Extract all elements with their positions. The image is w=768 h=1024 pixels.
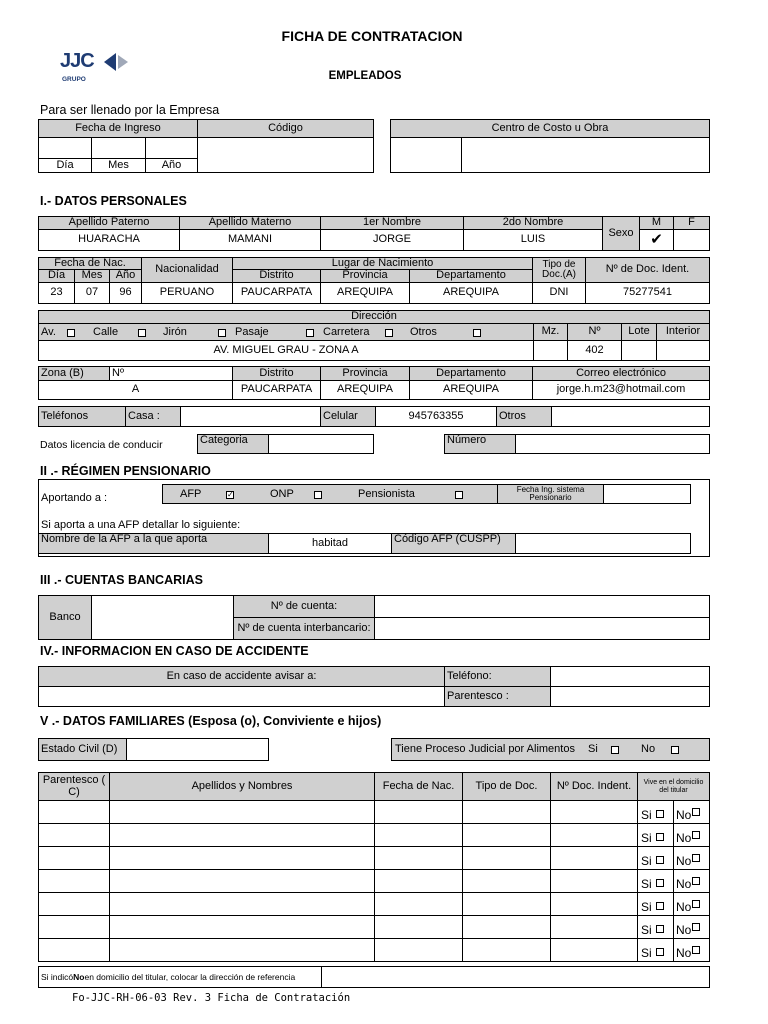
h-dia: Día [38,269,75,283]
numero-lic-field[interactable] [515,434,710,454]
sexo-f-checkbox[interactable] [673,229,710,251]
fam-row-cell[interactable] [550,869,638,893]
fam-vive-no-cell [673,938,710,962]
h-mes: Mes [74,269,110,283]
lbl-vive-no: No [676,923,692,938]
fam-row-cell[interactable] [550,800,638,824]
interior-field[interactable] [656,340,710,361]
fam-vive-si-cell [637,915,674,939]
h-numero-lic: Número [444,434,516,454]
h-apellido-paterno: Apellido Paterno [38,216,180,230]
jiron-checkbox[interactable] [218,329,226,337]
lbl-proceso: Tiene Proceso Judicial por Alimentos [395,743,575,755]
fam-row-cell[interactable] [109,823,375,847]
h-categoria: Categoria [197,434,269,454]
interbancario-field[interactable] [374,617,710,640]
nota-pre: Si indicó [41,971,74,982]
celular-field[interactable]: 945763355 [375,406,497,427]
fam-row-cell[interactable] [38,915,110,939]
fam-row-cell[interactable] [462,800,551,824]
aportando-label: Aportando a : [41,492,108,504]
provincia-field[interactable]: AREQUIPA [320,380,410,400]
h-avisar: En caso de accidente avisar a: [38,666,445,687]
lbl-vive-si: Si [641,831,652,846]
fam-row-cell[interactable] [38,938,110,962]
h-anio: Año [109,269,142,283]
fam-row-cell[interactable] [38,892,110,916]
fam-row-cell[interactable] [374,915,463,939]
fam-row-cell[interactable] [374,892,463,916]
vive-no-checkbox[interactable] [692,900,700,908]
h-fam-vive: Vive en el domicilio del titular [637,772,710,801]
numero-field[interactable]: 402 [567,340,622,361]
h-tipo-doc: Tipo de Doc.(A) [532,257,586,283]
h-apellido-materno: Apellido Materno [179,216,321,230]
lbl-vive-no: No [676,900,692,915]
num-doc-field[interactable]: 75277541 [585,282,710,304]
fam-vive-no-cell [673,846,710,870]
anio-input[interactable] [145,137,198,159]
h-lugar-nac: Lugar de Nacimiento [232,257,533,270]
fam-row-cell[interactable] [550,938,638,962]
lbl-vive-no: No [676,946,692,961]
lbl-vive-no: No [676,877,692,892]
vive-si-checkbox[interactable] [656,856,664,864]
h-banco: Banco [38,595,92,640]
fam-row-cell[interactable] [109,938,375,962]
h-lote: Lote [621,323,657,341]
afp-checkbox[interactable]: ✓ [227,490,234,499]
lbl-av: Av. [41,326,56,338]
h-otros-tel: Otros [496,406,552,427]
pension-options-row [162,484,498,504]
h-nombre2: 2do Nombre [463,216,603,230]
lbl-vive-si: Si [641,923,652,938]
fam-row-cell[interactable] [374,823,463,847]
fam-vive-no-cell [673,892,710,916]
h-direccion: Dirección [38,310,710,324]
proceso-si-checkbox[interactable] [611,746,619,754]
lbl-jiron: Jirón [163,326,187,338]
h-fam-doc: Nº Doc. Indent. [550,772,638,801]
lbl-vive-si: Si [641,946,652,961]
lbl-otros: Otros [410,326,437,338]
lbl-proceso-no: No [641,743,656,755]
carretera-checkbox[interactable] [385,329,393,337]
anio-nac-field[interactable]: 96 [109,282,142,304]
fecha-ing-pension-field[interactable] [603,484,691,504]
centro-costo-input-a[interactable] [390,137,462,173]
h-f: F [673,216,710,230]
lbl-vive-si: Si [641,854,652,869]
fam-row-cell[interactable] [550,846,638,870]
fam-vive-si-cell [637,823,674,847]
vive-si-checkbox[interactable] [656,833,664,841]
fam-row-cell[interactable] [374,938,463,962]
pasaje-checkbox[interactable] [306,329,314,337]
h-celular: Celular [320,406,376,427]
afp-detalle-label: Si aporta a una AFP detallar lo siguiente: [41,519,241,531]
h-fecha-ing-pension: Fecha Ing. sistema Pensionario [497,484,604,504]
nombre2-field[interactable]: LUIS [463,229,603,251]
codigo-afp-field[interactable] [515,533,691,554]
lbl-vive-no: No [676,831,692,846]
fam-row-cell[interactable] [462,892,551,916]
lbl-vive-si: Si [641,808,652,823]
calle-checkbox[interactable] [138,329,146,337]
distrito-field[interactable]: PAUCARPATA [232,380,321,400]
apellido-materno-field[interactable]: MAMANI [179,229,321,251]
fecha-ingreso-header: Fecha de Ingreso [38,119,198,138]
distrito-nac-field[interactable]: PAUCARPATA [232,282,321,304]
correo-field[interactable]: jorge.h.m23@hotmail.com [532,380,710,400]
section-accidente: IV.- INFORMACION EN CASO DE ACCIDENTE [40,644,309,658]
h-interior: Interior [656,323,710,341]
dia-input[interactable] [38,137,92,159]
h-num-doc: Nº de Doc. Ident. [585,257,710,283]
sexo-m-checkbox[interactable]: ✔ [639,229,674,251]
fam-vive-no-cell [673,915,710,939]
nota-no: No [73,971,85,982]
page-title: FICHA DE CONTRATACION [281,28,463,44]
arrow-logo-icon [102,51,132,73]
nota-direccion-label [38,966,322,988]
h-fam-tipo: Tipo de Doc. [462,772,551,801]
fam-row-cell[interactable] [462,869,551,893]
fam-vive-si-cell [637,938,674,962]
fam-row-cell[interactable] [109,892,375,916]
h-zona-distrito: Distrito [232,366,321,381]
fam-vive-si-cell [637,800,674,824]
vive-no-checkbox[interactable] [692,808,700,816]
h-fam-parentesco: Parentesco ( C) [38,772,110,801]
h-fam-fecha: Fecha de Nac. [374,772,463,801]
h-sexo: Sexo [602,216,640,251]
section-cuentas-bancarias: III .- CUENTAS BANCARIAS [40,573,203,587]
h-fecha-nac: Fecha de Nac. [38,257,142,270]
vive-si-checkbox[interactable] [656,810,664,818]
company-note: Para ser llenado por la Empresa [40,103,220,117]
h-nombre1: 1er Nombre [320,216,464,230]
lbl-pensionista: Pensionista [358,488,415,500]
h-casa: Casa : [125,406,181,427]
proceso-no-checkbox[interactable] [671,746,679,754]
section-datos-familiares: V .- DATOS FAMILIARES (Esposa (o), Conviviente e hijos) [40,714,382,728]
fam-vive-no-cell [673,823,710,847]
fam-row-cell[interactable] [462,823,551,847]
nota-post: en domicilio del titular, colocar la dirección de referencia [84,971,296,982]
mes-nac-field[interactable]: 07 [74,282,110,304]
licencia-label: Datos licencia de conducir [40,439,163,451]
fam-row-cell[interactable] [550,823,638,847]
fam-vive-si-cell [637,846,674,870]
vive-no-checkbox[interactable] [692,854,700,862]
fam-vive-no-cell [673,800,710,824]
nacionalidad-field[interactable]: PERUANO [141,282,233,304]
tipo-doc-field[interactable]: DNI [532,282,586,304]
h-departamento: Departamento [409,269,533,283]
lbl-vive-no: No [676,808,692,823]
fam-row-cell[interactable] [374,846,463,870]
fam-row-cell[interactable] [38,869,110,893]
lbl-afp: AFP [180,488,202,500]
vive-no-checkbox[interactable] [692,877,700,885]
fam-row-cell[interactable] [38,846,110,870]
fam-row-cell[interactable] [462,938,551,962]
vive-no-checkbox[interactable] [692,831,700,839]
telefono-acc-field[interactable] [550,666,710,687]
fam-row-cell[interactable] [550,915,638,939]
provincia-nac-field[interactable]: AREQUIPA [320,282,410,304]
lbl-carretera: Carretera [323,326,370,338]
h-estado-civil: Estado Civil (D) [38,738,127,761]
h-parentesco-acc: Parentesco : [444,686,551,707]
h-zona-departamento: Departamento [409,366,533,381]
nombre1-field[interactable]: JORGE [320,229,464,251]
h-provincia: Provincia [320,269,410,283]
footer-code: Fo-JJC-RH-06-03 Rev. 3 Ficha de Contratación [72,992,351,1004]
avisar-field[interactable] [38,686,445,707]
mes-label: Mes [91,158,146,173]
banco-field[interactable] [91,595,234,640]
h-cuenta: Nº de cuenta: [233,595,375,618]
h-correo: Correo electrónico [532,366,710,381]
fam-row-cell[interactable] [462,915,551,939]
vive-no-checkbox[interactable] [692,923,700,931]
fam-row-cell[interactable] [109,915,375,939]
cuenta-field[interactable] [374,595,710,618]
pensionista-checkbox[interactable] [455,491,463,499]
centro-costo-input-b[interactable] [461,137,710,173]
h-nombre-afp: Nombre de la AFP a la que aporta [38,533,269,554]
dia-label: Día [38,158,92,173]
lbl-vive-si: Si [641,900,652,915]
fam-row-cell[interactable] [38,800,110,824]
vive-si-checkbox[interactable] [656,948,664,956]
lbl-pasaje: Pasaje [235,326,269,338]
fam-vive-no-cell [673,869,710,893]
h-telefono-acc: Teléfono: [444,666,551,687]
h-telefonos: Teléfonos [38,406,126,427]
vive-si-checkbox[interactable] [656,902,664,910]
apellido-paterno-field[interactable]: HUARACHA [38,229,180,251]
departamento-field[interactable]: AREQUIPA [409,380,533,400]
nota-direccion-field[interactable] [321,966,710,988]
anio-label: Año [145,158,198,173]
fam-row-cell[interactable] [374,869,463,893]
fam-row-cell[interactable] [109,846,375,870]
lote-field[interactable] [621,340,657,361]
vive-no-checkbox[interactable] [692,946,700,954]
lbl-proceso-si: Si [588,743,598,755]
h-distrito: Distrito [232,269,321,283]
lbl-vive-no: No [676,854,692,869]
h-m: M [639,216,674,230]
estado-civil-field[interactable] [126,738,269,761]
h-nacionalidad: Nacionalidad [141,257,233,283]
fam-vive-si-cell [637,869,674,893]
casa-field[interactable] [180,406,321,427]
page-subtitle: EMPLEADOS [328,70,402,82]
zona-field[interactable]: A [38,380,233,400]
fam-row-cell[interactable] [109,869,375,893]
departamento-nac-field[interactable]: AREQUIPA [409,282,533,304]
h-zona-num: Nº [109,366,233,381]
h-fam-apellidos: Apellidos y Nombres [109,772,375,801]
av-checkbox[interactable] [67,329,75,337]
nombre-afp-field[interactable]: habitad [268,533,392,554]
section-datos-personales: I.- DATOS PERSONALES [40,194,187,208]
fam-row-cell[interactable] [550,892,638,916]
parentesco-acc-field[interactable] [550,686,710,707]
company-logo: JJC GRUPO [60,48,140,88]
fam-row-cell[interactable] [374,800,463,824]
otros-tel-field[interactable] [551,406,710,427]
mz-field[interactable] [533,340,568,361]
fam-vive-si-cell [637,892,674,916]
vive-si-checkbox[interactable] [656,925,664,933]
h-zona-provincia: Provincia [320,366,410,381]
fam-row-cell[interactable] [38,823,110,847]
categoria-field[interactable] [268,434,374,454]
section-regimen-pensionario: II .- RÉGIMEN PENSIONARIO [40,464,211,478]
fam-row-cell[interactable] [109,800,375,824]
lbl-vive-si: Si [641,877,652,892]
h-zona: Zona (B) [38,366,110,381]
codigo-header: Código [197,119,374,138]
vive-si-checkbox[interactable] [656,879,664,887]
h-mz: Mz. [533,323,568,341]
codigo-input[interactable] [197,137,374,173]
h-codigo-afp: Código AFP (CUSPP) [391,533,516,554]
lbl-calle: Calle [93,326,119,338]
fam-row-cell[interactable] [462,846,551,870]
lbl-onp: ONP [270,488,294,500]
centro-costo-header: Centro de Costo u Obra [390,119,710,138]
otros-checkbox[interactable] [473,329,481,337]
h-num: Nº [567,323,622,341]
mes-input[interactable] [91,137,146,159]
dia-nac-field[interactable]: 23 [38,282,75,304]
h-interbancario: Nº de cuenta interbancario: [233,617,375,640]
direccion-field[interactable]: AV. MIGUEL GRAU - ZONA A [38,340,534,361]
onp-checkbox[interactable] [314,491,322,499]
